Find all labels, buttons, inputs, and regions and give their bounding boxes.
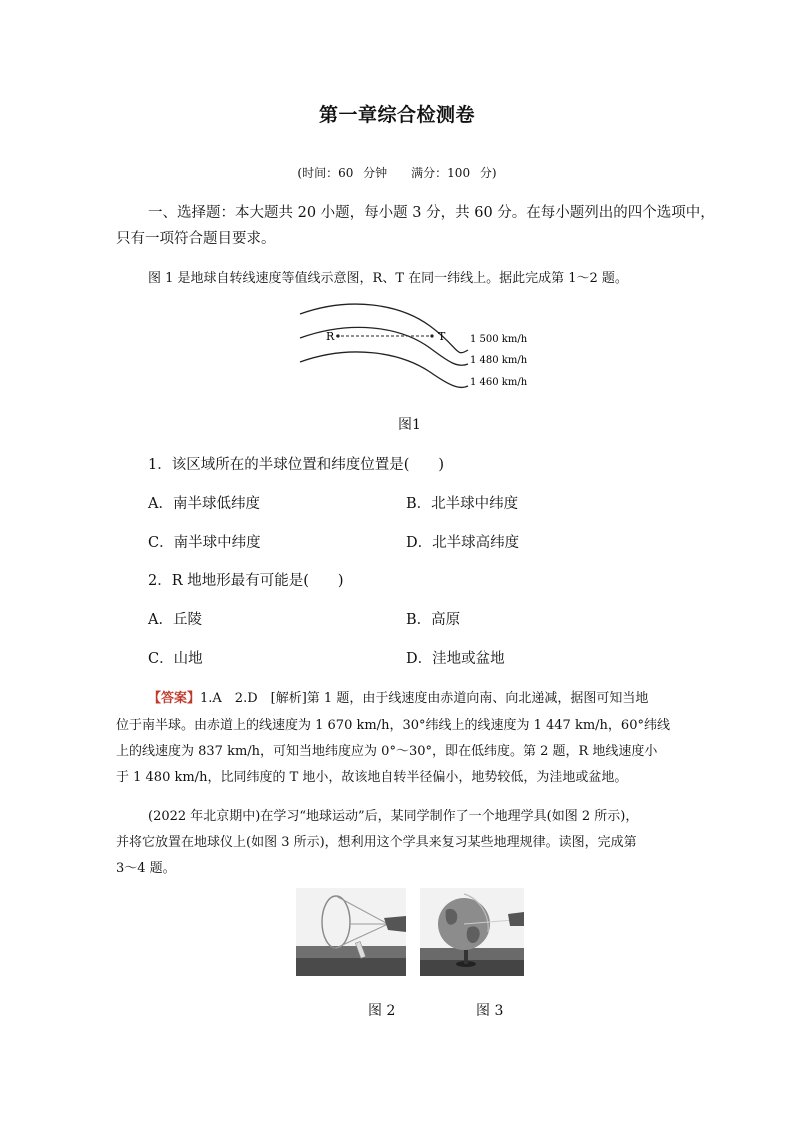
figure3-photo [420, 888, 524, 976]
isoline-label-1500: 1 500 km/h [470, 334, 528, 345]
figure23-intro-line3: 3～4 题。 [116, 861, 176, 876]
figure23-intro-line1: (2022 年北京期中)在学习“地球运动”后，某同学制作了一个地理学具(如图 2 所示)， [148, 809, 639, 824]
figure1-isoline-diagram [290, 300, 540, 396]
page-title: 第一章综合检测卷 [318, 104, 475, 126]
question2-option-d: D．洼地或盆地 [406, 651, 505, 667]
question2-option-c: C．山地 [148, 651, 203, 667]
isoline-label-1480: 1 480 km/h [470, 355, 528, 366]
question2-option-b: B．高原 [406, 612, 461, 628]
question1-stem: 1．该区域所在的半球位置和纬度位置是( ) [148, 457, 445, 473]
label-t: T [438, 330, 446, 343]
figure3-caption: 图 3 [476, 1003, 504, 1019]
question1-option-d: D．北半球高纬度 [406, 535, 520, 551]
question1-option-c: C．南半球中纬度 [148, 535, 261, 551]
section-heading-line2: 只有一项符合题目要求。 [116, 231, 276, 247]
answer-line4: 于 1 480 km/h，比同纬度的 T 地小，故该地自转半径偏小，地势较低，为洼地或盆地。 [116, 770, 628, 785]
figure1-caption: 图1 [398, 417, 421, 433]
answer-line3: 上的线速度为 837 km/h，可知当地纬度应为 0°～30°，即在低纬度。第 2 题，R 地线速度小 [116, 744, 658, 759]
section-heading-line1: 一、选择题：本大题共 20 小题，每小题 3 分，共 60 分。在每小题列出的四个选项中， [148, 205, 715, 221]
analysis-tag: [解析] [270, 691, 307, 706]
isoline-label-1460: 1 460 km/h [470, 377, 528, 388]
answer-line2: 位于南半球。由赤道上的线速度为 1 670 km/h，30°纬线上的线速度为 1 447 km/h，60°纬线 [116, 718, 670, 733]
question2-stem: 2．R 地地形最有可能是( ) [148, 573, 344, 589]
point-t [430, 334, 433, 337]
figure2-caption: 图 2 [368, 1003, 396, 1019]
answer-line1-text: 第 1 题，由于线速度由赤道向南、向北递减，据图可知当地 [306, 691, 649, 706]
answer-tag: 【答案】 [148, 691, 201, 706]
label-r: R [326, 330, 335, 343]
figure1-intro: 图 1 是地球自转线速度等值线示意图，R、T 在同一纬线上。据此完成第 1～2 题。 [148, 271, 628, 286]
question1-option-b: B．北半球中纬度 [406, 496, 519, 512]
figure2-photo [296, 888, 406, 976]
question1-option-a: A．南半球低纬度 [148, 496, 260, 512]
point-r [336, 334, 339, 337]
answer-keys: 1.A 2.D [200, 691, 271, 706]
exam-meta: (时间：60 分钟 满分：100 分) [297, 166, 497, 180]
isoline-1500 [300, 304, 468, 353]
question2-option-a: A．丘陵 [148, 612, 202, 628]
answer-line1 [148, 687, 648, 706]
figure23-intro-line2: 并将它放置在地球仪上(如图 3 所示)，想利用这个学具来复习某些地理规律。读图，完成第 [116, 835, 637, 850]
